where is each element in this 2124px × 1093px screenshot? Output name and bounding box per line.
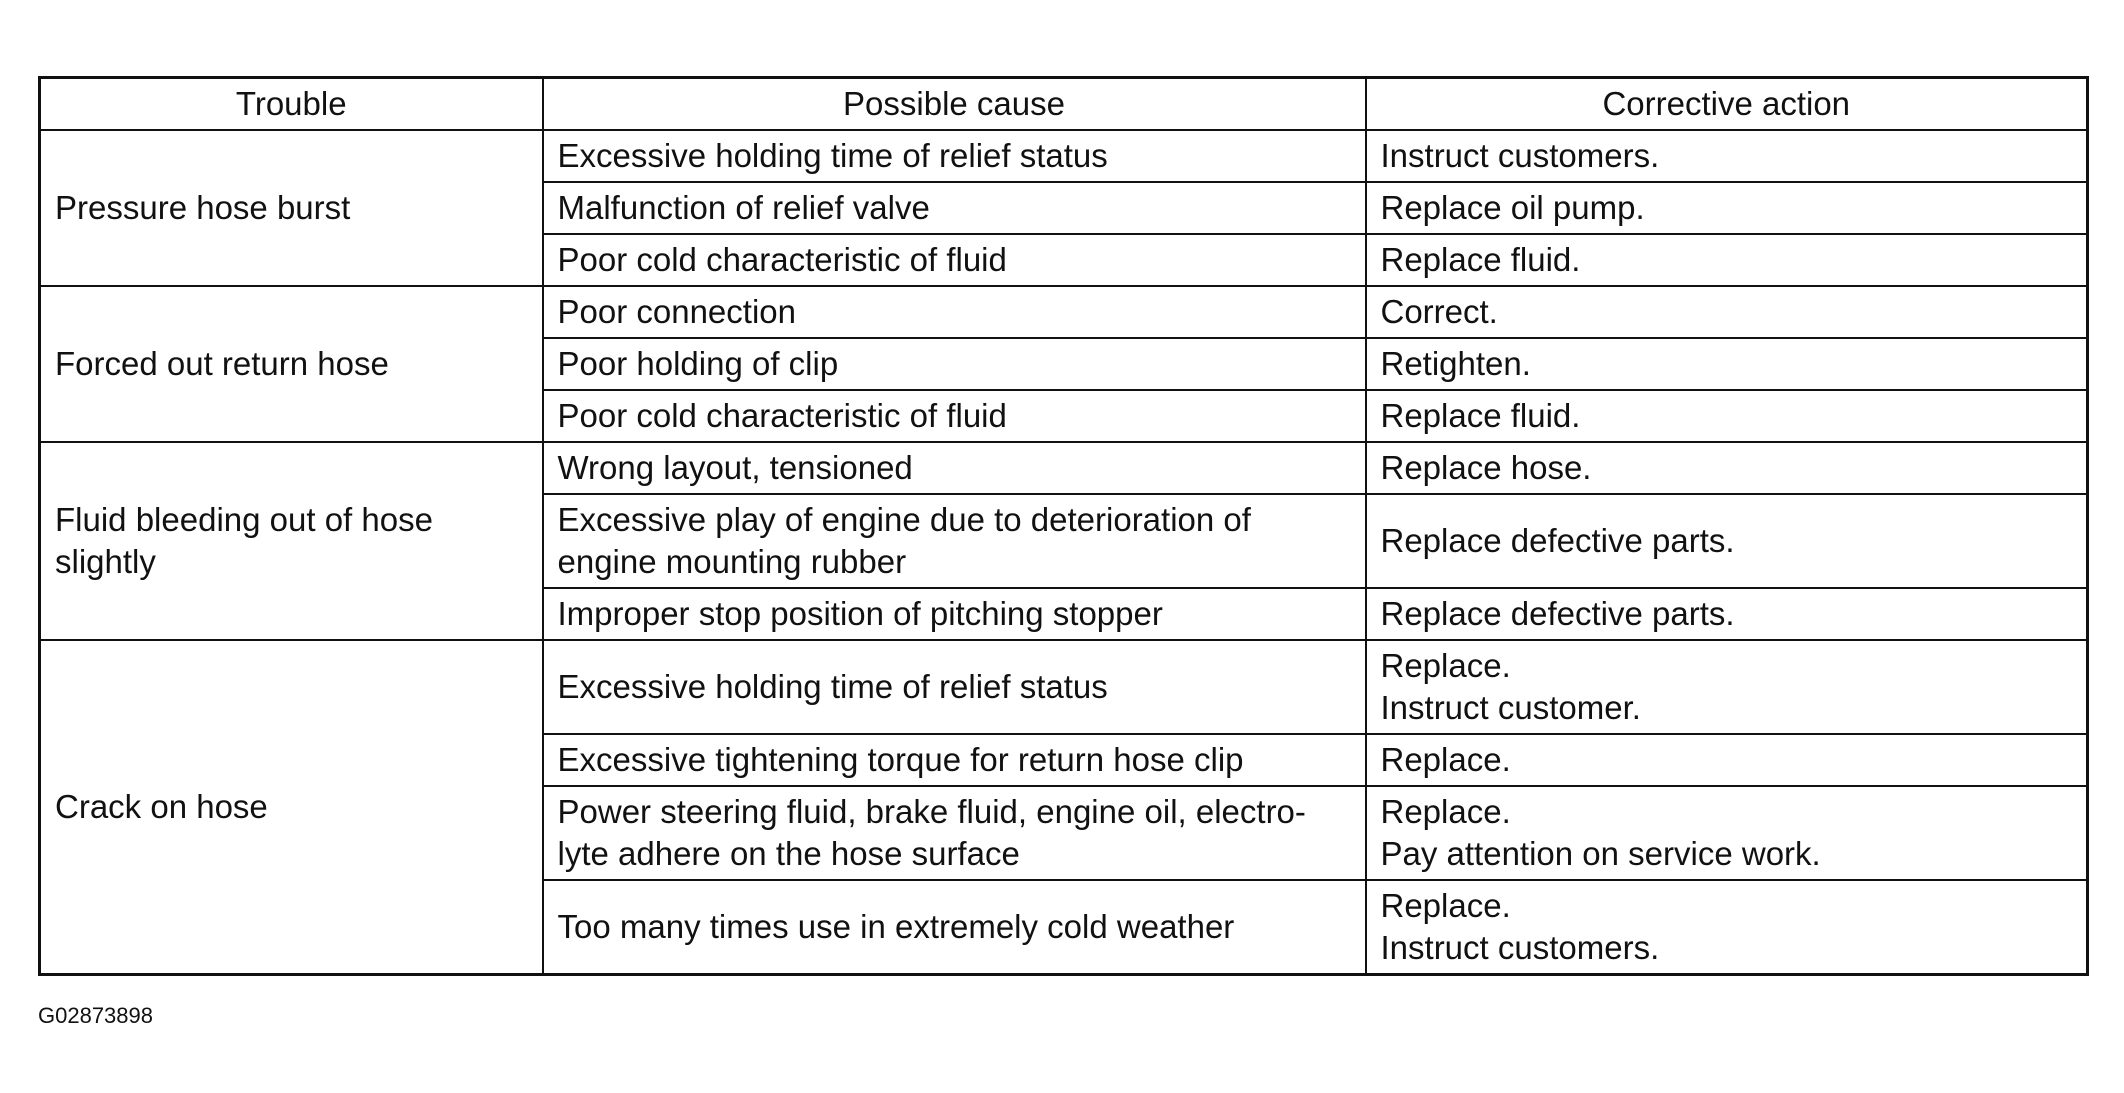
cell-text-line: Poor cold characteristic of fluid xyxy=(557,241,1007,278)
table-header-row xyxy=(40,78,2088,131)
cell-possible-cause xyxy=(543,442,1366,494)
cell-text-line: Replace fluid. xyxy=(1380,241,1581,278)
cell-text-line: Poor holding of clip xyxy=(557,345,839,382)
cell-text-line: Replace. xyxy=(1380,741,1511,778)
cell-text-line: Fluid bleeding out of hose xyxy=(55,501,433,538)
cell-corrective-action xyxy=(1366,390,2088,442)
cell-text-line: Replace hose. xyxy=(1380,449,1592,486)
cell-corrective-action xyxy=(1366,182,2088,234)
table-body xyxy=(40,130,2088,975)
table-row xyxy=(40,640,2088,734)
cell-possible-cause xyxy=(543,640,1366,734)
cell-text-line: Pressure hose burst xyxy=(55,189,351,226)
cell-text-line: Poor connection xyxy=(557,293,796,330)
cell-possible-cause xyxy=(543,286,1366,338)
cell-corrective-action xyxy=(1366,588,2088,640)
table-row xyxy=(40,286,2088,338)
cell-corrective-action xyxy=(1366,880,2088,975)
cell-possible-cause xyxy=(543,130,1366,182)
cell-text-line: Replace. xyxy=(1380,887,1511,924)
cell-text-line: Forced out return hose xyxy=(55,345,389,382)
cell-possible-cause xyxy=(543,182,1366,234)
cell-corrective-action xyxy=(1366,442,2088,494)
cell-possible-cause xyxy=(543,494,1366,588)
cell-possible-cause xyxy=(543,734,1366,786)
cell-text-line: slightly xyxy=(55,543,156,580)
table-row xyxy=(40,442,2088,494)
cell-corrective-action xyxy=(1366,130,2088,182)
cell-text-line: Instruct customer. xyxy=(1380,689,1641,726)
cell-possible-cause xyxy=(543,390,1366,442)
cell-text-line: Correct. xyxy=(1380,293,1498,330)
cell-text-line: Improper stop position of pitching stopper xyxy=(557,595,1163,632)
cell-corrective-action xyxy=(1366,640,2088,734)
cell-text-line: Replace defective parts. xyxy=(1380,595,1735,632)
cell-text-line: Replace oil pump. xyxy=(1380,189,1645,226)
cell-possible-cause xyxy=(543,588,1366,640)
cell-possible-cause xyxy=(543,880,1366,975)
cell-possible-cause xyxy=(543,786,1366,880)
cell-text-line: Excessive tightening torque for return hose clip xyxy=(557,741,1244,778)
cell-corrective-action xyxy=(1366,494,2088,588)
cell-text-line: Wrong layout, tensioned xyxy=(557,449,913,486)
cell-text-line: Excessive holding time of relief status xyxy=(557,137,1108,174)
cell-text-line: Replace defective parts. xyxy=(1380,522,1735,559)
header-trouble: Trouble xyxy=(40,78,543,131)
trouble-table xyxy=(38,76,2089,976)
cell-corrective-action xyxy=(1366,338,2088,390)
table-row xyxy=(40,130,2088,182)
cell-text-line: engine mounting rubber xyxy=(557,543,907,580)
cell-text-line: Power steering fluid, brake fluid, engine oil, electro- xyxy=(557,793,1306,830)
cell-text-line: Malfunction of relief valve xyxy=(557,189,930,226)
cell-text-line: lyte adhere on the hose surface xyxy=(557,835,1020,872)
cell-possible-cause xyxy=(543,234,1366,286)
cell-corrective-action xyxy=(1366,234,2088,286)
cell-text-line: Replace. xyxy=(1380,647,1511,684)
cell-text-line: Excessive holding time of relief status xyxy=(557,668,1108,705)
cell-trouble xyxy=(40,442,543,640)
cell-text-line: Instruct customers. xyxy=(1380,929,1660,966)
cell-possible-cause xyxy=(543,338,1366,390)
cell-trouble xyxy=(40,640,543,975)
cell-text-line: Poor cold characteristic of fluid xyxy=(557,397,1007,434)
cell-text-line: Pay attention on service work. xyxy=(1380,835,1821,872)
figure-id: G02873898 xyxy=(38,1003,153,1028)
header-possible-cause: Possible cause xyxy=(543,78,1366,131)
cell-text-line: Excessive play of engine due to deterioration of xyxy=(557,501,1251,538)
cell-trouble xyxy=(40,130,543,286)
cell-text-line: Too many times use in extremely cold weather xyxy=(557,908,1235,945)
cell-corrective-action xyxy=(1366,734,2088,786)
cell-text-line: Crack on hose xyxy=(55,788,268,825)
cell-text-line: Replace. xyxy=(1380,793,1511,830)
trouble-table-container xyxy=(38,76,2089,976)
cell-trouble xyxy=(40,286,543,442)
cell-corrective-action xyxy=(1366,286,2088,338)
cell-text-line: Instruct customers. xyxy=(1380,137,1660,174)
cell-corrective-action xyxy=(1366,786,2088,880)
header-corrective-action: Corrective action xyxy=(1366,78,2088,131)
cell-text-line: Replace fluid. xyxy=(1380,397,1581,434)
cell-text-line: Retighten. xyxy=(1380,345,1531,382)
